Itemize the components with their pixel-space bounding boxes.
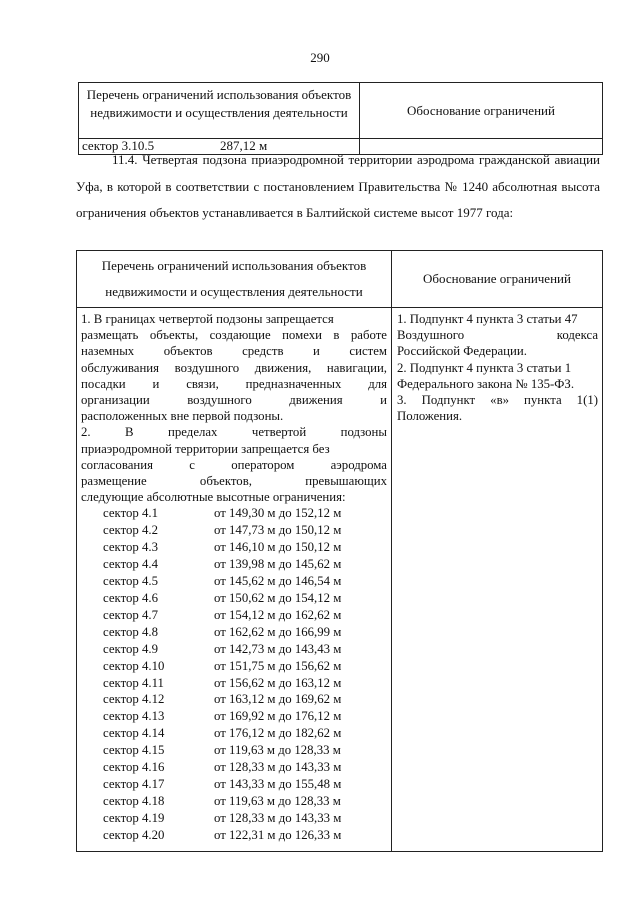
sector-row: [81, 658, 387, 675]
sector-name: сектор 4.18: [103, 793, 165, 808]
justification-line: Федерального закона № 135-ФЗ.: [397, 376, 575, 391]
sector-row: [81, 607, 387, 624]
sector-row: [81, 759, 387, 776]
sector-name: сектор 4.9: [103, 641, 158, 656]
restriction-line: размещать объекты, создающие помехи в работе: [81, 328, 387, 343]
sector-range: от 163,12 м до 169,62 м: [214, 692, 342, 707]
sector-row: [81, 793, 387, 810]
sector-range: от 147,73 м до 150,12 м: [214, 523, 342, 538]
sector-range: от 169,92 м до 176,12 м: [214, 709, 342, 724]
sector-name: сектор 4.14: [103, 726, 165, 741]
restrictions-table-top: [78, 82, 603, 155]
sector-row: [81, 522, 387, 539]
justification-line: 2. Подпункт 4 пункта 3 статьи 1: [397, 360, 572, 375]
sector-range: от 146,10 м до 150,12 м: [214, 540, 342, 555]
sector-range: от 122,31 м до 126,33 м: [214, 827, 342, 842]
sector-range: от 142,73 м до 143,43 м: [214, 641, 342, 656]
justification-line: 1. Подпункт 4 пункта 3 статьи 47: [397, 312, 578, 326]
sector-range: от 156,62 м до 163,12 м: [214, 675, 342, 690]
justification-line: Воздушного кодекса: [397, 328, 598, 343]
sector-row: [81, 505, 387, 522]
restrictions-table-main: [76, 250, 603, 852]
justification-line: Положения.: [397, 409, 463, 424]
sector-range: от 128,33 м до 143,33 м: [214, 760, 342, 775]
restriction-line: согласования с оператором аэродрома: [81, 457, 387, 472]
sector-name: сектор 4.12: [103, 692, 165, 707]
sector-name: сектор 4.3: [103, 540, 158, 555]
page-number: 290: [310, 50, 330, 65]
sector-range: от 145,62 м до 146,54 м: [214, 574, 342, 589]
sector-name: сектор 4.4: [103, 557, 158, 572]
sector-range: от 119,63 м до 128,33 м: [214, 793, 341, 808]
sector-list: [81, 505, 387, 843]
table1-sector-value: 287,12 м: [220, 138, 268, 153]
restriction-line: обслуживания воздушного движения, навигации,: [81, 360, 387, 375]
table1-header-right: Обоснование ограничений: [360, 83, 603, 139]
sector-row: [81, 776, 387, 793]
sector-range: от 176,12 м до 182,62 м: [214, 726, 342, 741]
sector-row: [81, 641, 387, 658]
restriction-line: 2. В пределах четвертой подзоны: [81, 425, 387, 440]
justification-line: 3. Подпункт «в» пункта 1(1): [397, 393, 598, 408]
restriction-line: приаэродромной территории запрещается без: [81, 441, 330, 456]
sector-row: [81, 556, 387, 573]
sector-range: от 162,62 м до 166,99 м: [214, 624, 342, 639]
sector-range: от 150,62 м до 154,12 м: [214, 590, 342, 605]
subzone-paragraph: 11.4. Четвертая подзона приаэродромной территории аэродрома гражданской авиации Уфа, в которой в соответствии с постановлением Правительства № 1240 абсолютная высота ограничения объектов устанавливается в Балтийской системе высот 1977 года:: [76, 152, 600, 220]
sector-name: сектор 4.11: [103, 675, 164, 690]
sector-range: от 149,30 м до 152,12 м: [214, 506, 342, 521]
sector-name: сектор 4.19: [103, 810, 165, 825]
restriction-line: размещение объектов, превышающих: [81, 474, 387, 489]
table2-restrictions-cell: [77, 308, 392, 852]
sector-range: от 143,33 м до 155,48 м: [214, 776, 342, 791]
sector-row: [81, 624, 387, 641]
sector-name: сектор 4.15: [103, 743, 165, 758]
restriction-line: следующие абсолютные высотные ограничения:: [81, 490, 346, 505]
sector-name: сектор 4.1: [103, 506, 158, 521]
sector-range: от 119,63 м до 128,33 м: [214, 743, 341, 758]
sector-range: от 154,12 м до 162,62 м: [214, 607, 342, 622]
sector-row: [81, 590, 387, 607]
table2-header-left: Перечень ограничений использования объектов недвижимости и осуществления деятельности: [77, 251, 392, 308]
sector-row: [81, 827, 387, 844]
sector-name: сектор 4.20: [103, 827, 165, 842]
table2-header-right: Обоснование ограничений: [392, 251, 603, 308]
sector-row: [81, 810, 387, 827]
justification-line: Российской Федерации.: [397, 344, 527, 359]
sector-name: сектор 4.2: [103, 523, 158, 538]
sector-row: [81, 708, 387, 725]
sector-name: сектор 4.16: [103, 760, 165, 775]
restriction-line: расположенных вне первой подзоны.: [81, 409, 284, 424]
sector-row: [81, 742, 387, 759]
sector-range: от 139,98 м до 145,62 м: [214, 557, 342, 572]
restriction-line: посадки и связи, предназначенных для: [81, 376, 387, 391]
sector-row: [81, 573, 387, 590]
sector-range: от 128,33 м до 143,33 м: [214, 810, 342, 825]
table1-header-left: Перечень ограничений использования объектов недвижимости и осуществления деятельности: [79, 83, 360, 139]
sector-name: сектор 4.7: [103, 607, 158, 622]
sector-row: [81, 725, 387, 742]
sector-name: сектор 4.5: [103, 574, 158, 589]
sector-name: сектор 4.6: [103, 590, 158, 605]
restriction-line: 1. В границах четвертой подзоны запрещается: [81, 312, 334, 326]
restriction-line: наземных объектов средств и систем: [81, 344, 387, 359]
table1-sector-name: сектор 3.10.5: [82, 138, 155, 153]
sector-row: [81, 539, 387, 556]
sector-name: сектор 4.8: [103, 624, 158, 639]
sector-range: от 151,75 м до 156,62 м: [214, 658, 342, 673]
sector-name: сектор 4.17: [103, 776, 165, 791]
restriction-line: организации воздушного движения и: [81, 393, 387, 408]
table2-justification-cell: [392, 308, 603, 852]
sector-name: сектор 4.13: [103, 709, 165, 724]
sector-name: сектор 4.10: [103, 658, 165, 673]
sector-row: [81, 691, 387, 708]
sector-row: [81, 675, 387, 692]
